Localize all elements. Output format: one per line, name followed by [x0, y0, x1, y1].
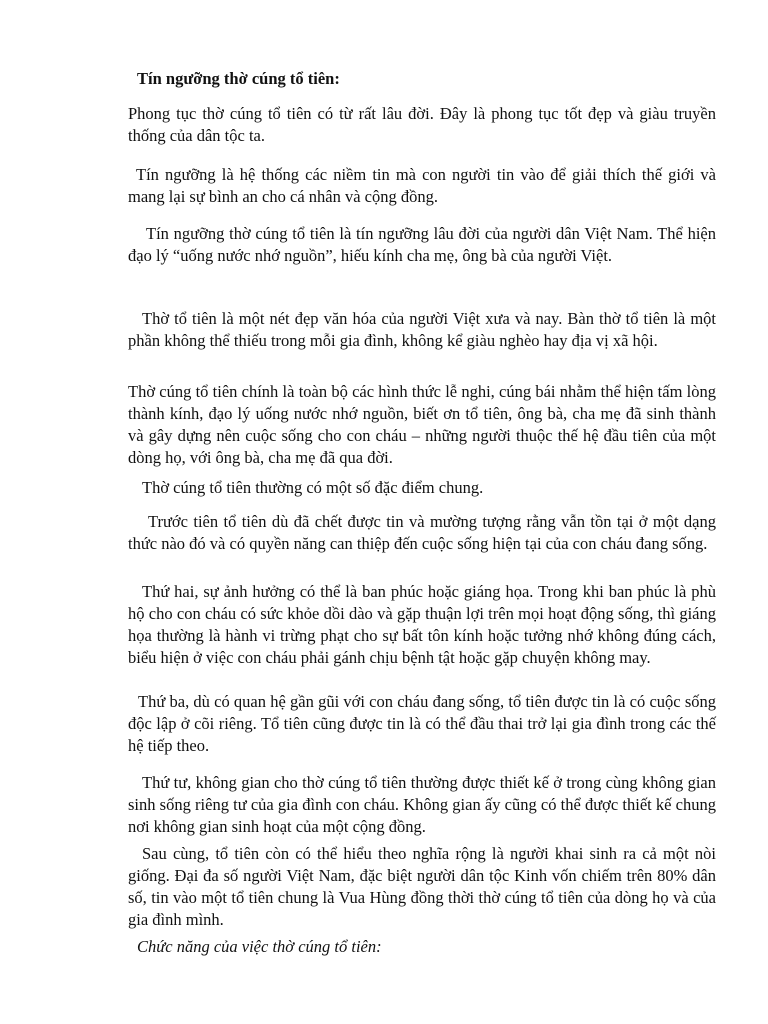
section-heading: Tín ngưỡng thờ cúng tổ tiên:	[137, 69, 340, 88]
paragraph-7: Trước tiên tổ tiên dù đã chết được tin và mường tượng rằng vẫn tồn tại ở một dạng thức nào đó và có quyền năng can thiệp đến cuộc sống hiện tại của con cháu đang sống.	[128, 512, 716, 553]
paragraph-3: Tín ngưỡng thờ cúng tổ tiên là tín ngưỡng lâu đời của người dân Việt Nam. Thể hiện đạo lý “uống nước nhớ nguồn”, hiếu kính cha mẹ, ông bà của người Việt.	[128, 224, 716, 265]
paragraph-8: Thứ hai, sự ảnh hưởng có thể là ban phúc hoặc giáng họa. Trong khi ban phúc là phù hộ cho con cháu có sức khỏe dồi dào và gặp thuận lợi trên mọi hoạt động sống, thì giáng họa thường là hành vi trừng phạt cho sự bất tôn kính hoặc tưởng nhớ không đúng cách, biểu hiện ở việc con cháu phải gánh chịu bệnh tật hoặc gặp chuyện không may.	[128, 582, 716, 667]
paragraph-5: Thờ cúng tổ tiên chính là toàn bộ các hình thức lễ nghi, cúng bái nhằm thể hiện tấm lòng thành kính, đạo lý uống nước nhớ nguồn, biết ơn tổ tiên, ông bà, cha mẹ đã sinh thành và gây dựng nên cuộc sống cho con cháu – những người thuộc thế hệ đầu tiên của một dòng họ, với ông bà, cha mẹ đã qua đời.	[128, 382, 716, 467]
paragraph-2: Tín ngưỡng là hệ thống các niềm tin mà con người tin vào để giải thích thế giới và mang lại sự bình an cho cá nhân và cộng đồng.	[128, 165, 716, 206]
paragraph-9: Thứ ba, dù có quan hệ gần gũi với con cháu đang sống, tổ tiên được tin là có cuộc sống độc lập ở cõi riêng. Tổ tiên cũng được tin là có thể đầu thai trở lại gia đình trong các thế hệ tiếp theo.	[128, 692, 716, 755]
paragraph-11: Sau cùng, tổ tiên còn có thể hiểu theo nghĩa rộng là người khai sinh ra cả một nòi giống. Đại đa số người Việt Nam, đặc biệt người dân tộc Kinh vốn chiếm trên 80% dân số, tin vào một tổ tiên chung là Vua Hùng đồng thời thờ cúng tổ tiên của dòng họ và của gia đình mình.	[128, 844, 716, 929]
section-subheading: Chức năng của việc thờ cúng tổ tiên:	[137, 937, 382, 956]
paragraph-4: Thờ tổ tiên là một nét đẹp văn hóa của người Việt xưa và nay. Bàn thờ tổ tiên là một phần không thể thiếu trong mỗi gia đình, không kể giàu nghèo hay địa vị xã hội.	[128, 309, 716, 350]
paragraph-10: Thứ tư, không gian cho thờ cúng tổ tiên thường được thiết kế ở trong cùng không gian sinh sống riêng tư của gia đình con cháu. Không gian ấy cũng có thể được thiết kế chung nơi không gian sinh hoạt của một cộng đồng.	[128, 773, 716, 836]
paragraph-6: Thờ cúng tổ tiên thường có một số đặc điểm chung.	[142, 478, 484, 497]
paragraph-1: Phong tục thờ cúng tổ tiên có từ rất lâu đời. Đây là phong tục tốt đẹp và giàu truyền thống của dân tộc ta.	[128, 104, 716, 145]
